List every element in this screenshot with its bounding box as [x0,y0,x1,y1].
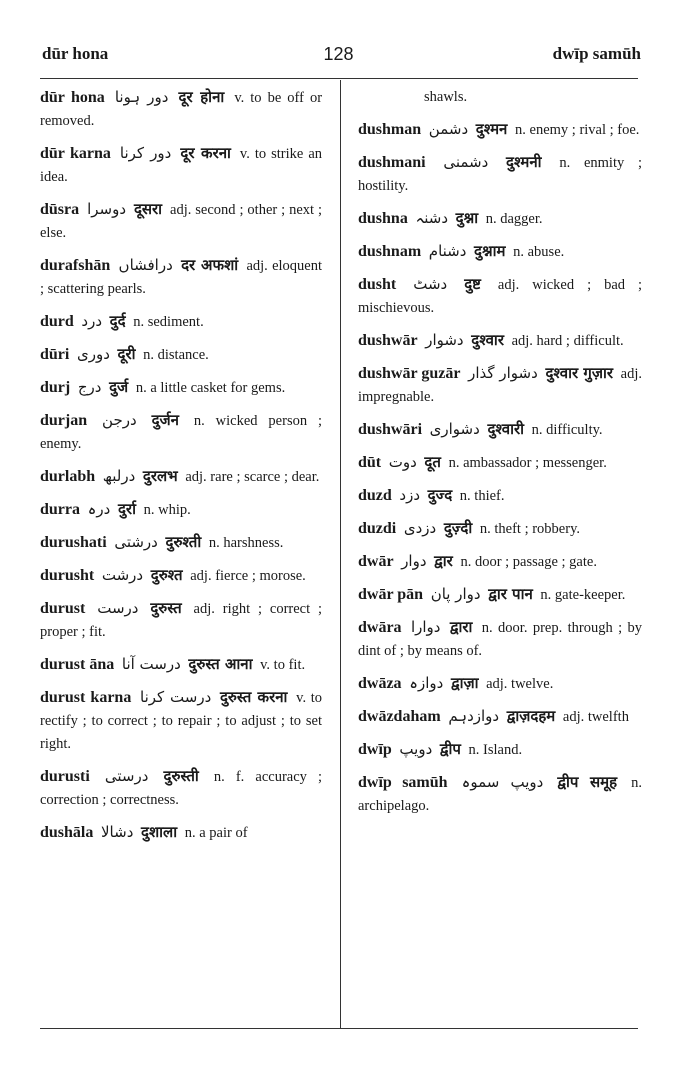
dictionary-entry [358,771,642,818]
urdu-form: دشوار [425,331,464,349]
definition: n. Island. [468,742,523,758]
header-right-guide-word: dwīp samūh [552,44,641,63]
headword: durra [40,501,80,518]
definition: n. a pair of [184,825,248,841]
urdu-form: دشٹ [413,275,448,293]
definition: adj. second ; other ; next ; else. [40,202,323,241]
urdu-form: دویپ سموہ [461,773,544,791]
urdu-form: دویپ [399,740,433,758]
dictionary-entry [358,484,642,508]
dictionary-entry [358,240,642,264]
dictionary-entry [358,418,642,442]
hindi-form: दुज़्दी [443,519,473,537]
definition: n. enemy ; rival ; foe. [515,122,640,138]
headword: dwāzdaham [358,708,441,725]
dictionary-entry [358,705,642,729]
dictionary-entry [40,821,322,845]
dictionary-entry [40,686,322,756]
definition: n. dagger. [485,211,543,227]
hindi-form: दुर्ज [109,378,129,396]
headword: dwāra [358,619,402,636]
definition: n. thief. [459,488,505,504]
urdu-form: درستی [104,767,149,785]
urdu-form: درلبھ [102,467,136,485]
headword: durjan [40,412,88,429]
hindi-form: दुष्ट [464,275,481,293]
headword: dushāla [40,824,94,841]
urdu-form: دشوار گذار [468,364,538,382]
headword: durj [40,379,71,396]
headword: durushati [40,534,107,551]
dictionary-entry [40,376,322,400]
dictionary-entry [40,310,322,334]
hindi-form: दुशाला [141,823,178,841]
dictionary-entry [40,254,322,301]
definition: adj. rare ; scarce ; dear. [185,469,320,485]
urdu-form: دزد [399,486,421,504]
urdu-form: دشمنی [443,153,489,171]
dictionary-entry [358,738,642,762]
dictionary-entry [40,409,322,456]
left-column [40,86,322,854]
urdu-form: دشنام [428,242,467,260]
dictionary-entry [358,151,642,198]
hindi-form: द्वार पान [488,585,533,603]
dictionary-entry [358,550,642,574]
hindi-form: दूरी [117,345,136,363]
hindi-form: दुश्वार [471,331,504,349]
header-left-guide-word: dūr hona [42,44,109,63]
hindi-form: दुरुस्त करना [219,688,288,706]
definition: n. harshness. [208,535,284,551]
headword: durust āna [40,656,115,673]
urdu-form: دور ہونا [114,88,169,106]
headword: dwār pān [358,586,424,603]
definition: adj. impregnable. [358,366,643,405]
hindi-form: दुरुस्त [150,599,182,617]
definition: adj. fierce ; morose. [190,568,306,584]
definition: v. to be off or removed. [40,90,323,129]
dictionary-entry [358,583,642,607]
urdu-form: دوازہ [409,674,444,692]
hindi-form: दुर्रा [117,500,136,518]
hindi-form: दुर्द [109,312,126,330]
dictionary-entry [358,517,642,541]
dictionary-entry [358,451,642,475]
urdu-form: دوار پان [430,585,481,603]
definition: n. wicked person ; enemy. [40,413,323,452]
headword: durafshān [40,257,111,274]
urdu-form: درج [77,378,102,396]
definition: n. a little casket for gems. [135,380,286,396]
hindi-form: दुश्मनी [506,153,542,171]
headword: dwīp samūh [358,774,448,791]
definition: adj. right ; correct ; proper ; fit. [40,601,323,640]
dictionary-entry [40,531,322,555]
hindi-form: दुश्मन [475,120,508,138]
headword: dwīp [358,741,392,758]
hindi-form: दूत [424,453,441,471]
headword: durusht [40,567,95,584]
headword: dūsra [40,201,80,218]
definition: adj. twelve. [486,676,554,692]
definition: adj. eloquent ; scattering pearls. [40,258,323,297]
definition: n. abuse. [513,244,565,260]
headword: duzdi [358,520,397,537]
hindi-form: दुश्वारी [487,420,525,438]
headword: dushwār guzār [358,365,461,382]
dictionary-entry [40,564,322,588]
hindi-form: द्वाज़दहम [506,707,556,725]
headword: dushnam [358,243,422,260]
dictionary-entry [358,362,642,409]
definition: n. archipelago. [358,775,643,814]
headword: durust [40,600,86,617]
definition: n. enmity ; hostility. [358,155,642,194]
page-header [0,44,677,72]
definition: n. ambassador ; messenger. [448,455,607,471]
headword: durusti [40,768,90,785]
urdu-form: درست [97,599,139,617]
headword: dushmani [358,154,426,171]
definition: n. gate-keeper. [540,587,626,603]
dictionary-entry [40,498,322,522]
hindi-form: दुर्जन [151,411,179,429]
dictionary-entry [40,198,322,245]
hindi-form: द्वीप समूह [557,773,618,791]
urdu-form: دوسرا [87,200,126,218]
urdu-form: درافشاں [118,256,173,274]
hindi-form: द्वारा [449,618,473,636]
hindi-form: दुरुस्ती [163,767,199,785]
hindi-form: दुरुस्त आना [188,655,253,673]
definition: n. distance. [143,347,209,363]
dictionary-entry [358,672,642,696]
dictionary-entry [40,86,322,133]
definition: v. to rectify ; to correct ; to repair ; to adjust ; to set right. [40,690,323,752]
definition: n. difficulty. [531,422,603,438]
urdu-form: دوازدہم [448,707,500,725]
definition: n. f. accuracy ; correction ; correctness. [40,769,323,808]
hindi-form: दुज्द [427,486,453,504]
dictionary-entry [40,142,322,189]
headword: duzd [358,487,392,504]
dictionary-entry [358,118,642,142]
definition: n. door ; passage ; gate. [460,554,597,570]
headword: dushman [358,121,422,138]
urdu-form: دشالا [101,823,134,841]
footer-rule [40,1028,638,1029]
urdu-form: دشنہ [415,209,449,227]
hindi-form: दूर होना [178,88,225,106]
urdu-form: دوار [401,552,427,570]
urdu-form: درست کرنا [140,688,212,706]
hindi-form: द्वीप [439,740,461,758]
dictionary-entry [358,616,642,663]
urdu-form: درد [81,312,103,330]
headword: dusht [358,276,397,293]
hindi-form: दुश्वार गुज़ार [545,364,613,382]
dictionary-entry [40,465,322,489]
dictionary-entry [358,86,642,109]
hindi-form: दुश्ना [455,209,479,227]
definition: n. sediment. [133,314,204,330]
column-divider [340,80,341,1028]
headword: dūri [40,346,70,363]
hindi-form: दुरुश्त [150,566,183,584]
dictionary-entry [40,343,322,367]
urdu-form: دور کرنا [119,144,172,162]
urdu-form: دزدی [403,519,437,537]
urdu-form: دشواری [429,420,480,438]
right-column [358,86,642,827]
dictionary-entry [40,765,322,812]
hindi-form: दुश्नाम [474,242,506,260]
headword: dūt [358,454,382,471]
headword: dwāza [358,675,402,692]
urdu-form: دوری [76,345,110,363]
urdu-form: دوارا [410,618,441,636]
urdu-form: درجن [102,411,137,429]
headword: durust karna [40,689,132,706]
hindi-form: दर अफशां [181,256,239,274]
dictionary-entry [358,207,642,231]
hindi-form: दुरुश्ती [165,533,202,551]
urdu-form: دوت [388,453,417,471]
definition: adj. wicked ; bad ; mischievous. [358,277,643,316]
page-number: 128 [323,44,354,64]
headword: durlabh [40,468,96,485]
dictionary-entry [40,597,322,644]
definition: v. to fit. [260,657,306,673]
hindi-form: द्वार [434,552,453,570]
hindi-form: दूसरा [133,200,163,218]
definition: n. door. prep. through ; by dint of ; by means of. [358,620,643,659]
hindi-form: दुरलभ [142,467,178,485]
urdu-form: درست آنا [121,655,181,673]
dictionary-entry [358,329,642,353]
headword: dushna [358,210,408,227]
urdu-form: درشتی [114,533,158,551]
headword: dūr hona [40,89,105,106]
headword: dushwāri [358,421,423,438]
headword: durd [40,313,74,330]
definition: adj. twelfth [562,709,629,725]
definition: shawls. [424,89,468,105]
definition: n. whip. [143,502,191,518]
headword: dūr karna [40,145,111,162]
header-rule [40,78,638,79]
urdu-form: درشت [101,566,144,584]
hindi-form: द्वाज़ा [450,674,479,692]
definition: adj. hard ; difficult. [511,333,624,349]
headword: dwār [358,553,394,570]
headword: dushwār [358,332,418,349]
urdu-form: درہ [87,500,111,518]
urdu-form: دشمن [428,120,469,138]
definition: n. theft ; robbery. [479,521,581,537]
dictionary-entry [40,653,322,677]
hindi-form: दूर करना [180,144,231,162]
definition: v. to strike an idea. [40,146,323,185]
dictionary-entry [358,273,642,320]
